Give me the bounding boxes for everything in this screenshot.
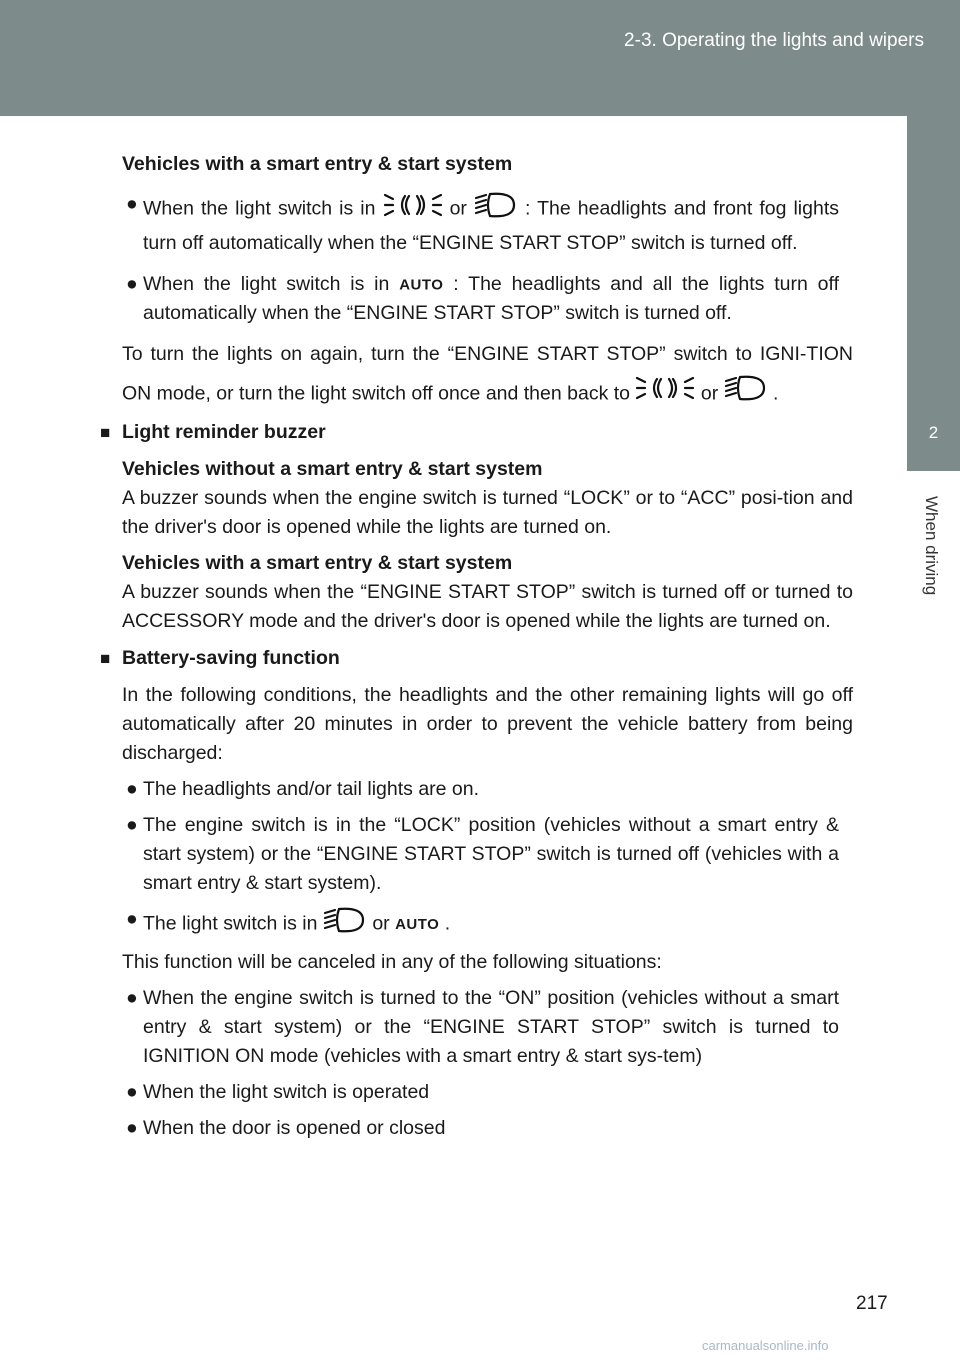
cancel-intro: This function will be canceled in any of the following situations: — [122, 951, 662, 974]
cancel-item — [100, 1114, 839, 1143]
bullet-icon: ● — [126, 778, 138, 801]
chapter-tab-box — [907, 116, 960, 471]
bullet-text-pre: When the light switch is in — [143, 273, 390, 295]
title-text: Light reminder buzzer — [122, 421, 326, 444]
headlight-icon — [635, 373, 695, 416]
bullet-auto — [100, 270, 839, 328]
page-content — [100, 150, 853, 1143]
title-text: Battery-saving function — [122, 647, 340, 670]
cancel-text: When the engine switch is turned to the “ON” position (vehicles without a smart entry & start system) or the “ENGINE START STOP” switch is turned to IGNITION ON mode (vehicles with a smart entry & start sys-tem) — [143, 987, 839, 1068]
headlamp-icon — [474, 190, 518, 229]
or-text: or — [449, 197, 467, 220]
auto-icon: AUTO — [395, 916, 440, 934]
chapter-tab — [907, 116, 960, 1360]
condition-item — [100, 811, 839, 898]
condition-item — [100, 775, 839, 804]
headlamp-icon — [323, 905, 367, 944]
condition-text: The headlights and/or tail lights are on. — [143, 778, 480, 801]
cancel-text: When the door is opened or closed — [143, 1117, 446, 1140]
period-text: . — [444, 913, 451, 935]
battery-saving-title — [100, 644, 853, 673]
watermark: carmanualsonline.info — [702, 1338, 829, 1353]
headlight-icon — [383, 190, 443, 229]
period-text: . — [773, 383, 779, 405]
headlamp-icon — [724, 373, 768, 416]
battery-intro: In the following conditions, the headlights and the other remaining lights will go off automatically after 20 minutes in order to prevent the vehicle battery from being discharged: — [122, 684, 853, 765]
chapter-label: When driving — [922, 496, 941, 596]
or-text: or — [700, 383, 719, 405]
auto-icon: AUTO — [399, 276, 444, 294]
condition-text: The engine switch is in the “LOCK” position (vehicles without a smart entry & start system) or the “ENGINE START STOP” switch is turned off (vehicles with a smart entry & start system). — [143, 814, 839, 895]
bullet-icon: ● — [126, 1117, 138, 1140]
bullet-icon: ● — [126, 814, 138, 837]
cancel-item — [100, 1078, 839, 1107]
page-header — [0, 0, 960, 116]
bullet-headlight-fog — [100, 190, 839, 258]
reminder-heading-without: Vehicles without a smart entry & start system — [122, 458, 543, 481]
reminder-text-without: A buzzer sounds when the engine switch is turned “LOCK” or to “ACC” posi-tion and the driver's door is opened while the lights are turned on. — [122, 487, 853, 539]
bullet-icon: ● — [126, 987, 138, 1010]
bullet-icon: ● — [126, 193, 138, 215]
bullet-text-post: : The headlights and all the lights turn off automatically when the “ENGINE START STOP” switch is turned off. — [143, 273, 840, 325]
cancel-item — [100, 984, 839, 1071]
reminder-heading-with: Vehicles with a smart entry & start system — [122, 552, 513, 575]
bullet-text-post: : The headlights and front fog lights turn off automatically when the “ENGINE START STOP” switch is turned off. — [143, 197, 839, 254]
square-bullet-icon: ■ — [100, 649, 111, 669]
page-number: 217 — [856, 1293, 888, 1314]
bullet-text-pre: When the light switch is in — [143, 197, 376, 220]
smart-entry-heading: Vehicles with a smart entry & start system — [122, 153, 513, 175]
reminder-text-with: A buzzer sounds when the “ENGINE START STOP” switch is turned off or turned to ACCESSORY mode and the driver's door is opened while the lights are turned on. — [122, 581, 853, 633]
cancel-text: When the light switch is operated — [143, 1081, 430, 1104]
bullet-icon: ● — [126, 908, 138, 931]
section-title: 2-3. Operating the lights and wipers — [624, 30, 924, 51]
bullet-icon: ● — [126, 273, 138, 295]
condition-text: The light switch is in — [143, 913, 318, 935]
bullet-icon: ● — [126, 1081, 138, 1104]
turn-on-again-paragraph — [122, 335, 853, 416]
square-bullet-icon: ■ — [100, 423, 111, 443]
chapter-number: 2 — [928, 423, 939, 442]
paragraph-text: To turn the lights on again, turn the “ENGINE START STOP” switch to IGNI-TION ON mode, or turn the light switch off once and then back to — [122, 343, 853, 405]
light-reminder-title — [100, 418, 853, 447]
or-text: or — [372, 913, 390, 935]
condition-item — [100, 905, 839, 944]
